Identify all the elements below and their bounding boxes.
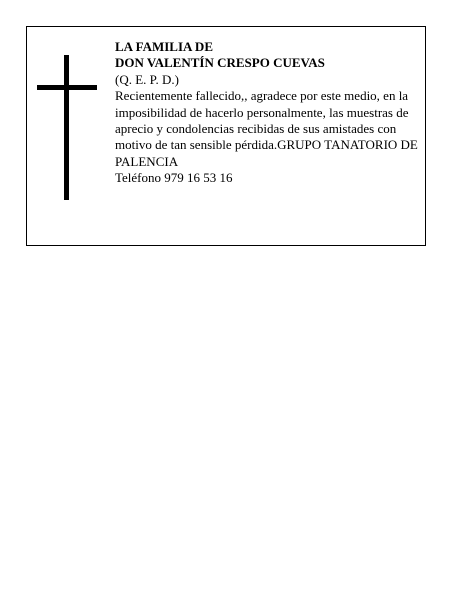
- phone-number: Teléfono 979 16 53 16: [115, 170, 233, 186]
- obituary-notice: [26, 26, 426, 246]
- cross-icon: [37, 55, 97, 200]
- heading-deceased-name: DON VALENTÍN CRESPO CUEVAS: [115, 55, 325, 71]
- notice-text: [115, 39, 423, 187]
- cross-horizontal-bar: [37, 85, 97, 90]
- notice-body: Recientemente fallecido,, agradece por este medio, en la imposibilidad de hacerlo personalmente, las muestras de aprecio y condolencias recibidas de sus amistades con motivo de tan sensible pérdida.GRUPO TANATORIO DE PALENCIA: [115, 88, 418, 169]
- cross-vertical-bar: [64, 55, 69, 200]
- qepd-text: (Q. E. P. D.): [115, 71, 179, 87]
- heading-family: LA FAMILIA DE: [115, 39, 213, 54]
